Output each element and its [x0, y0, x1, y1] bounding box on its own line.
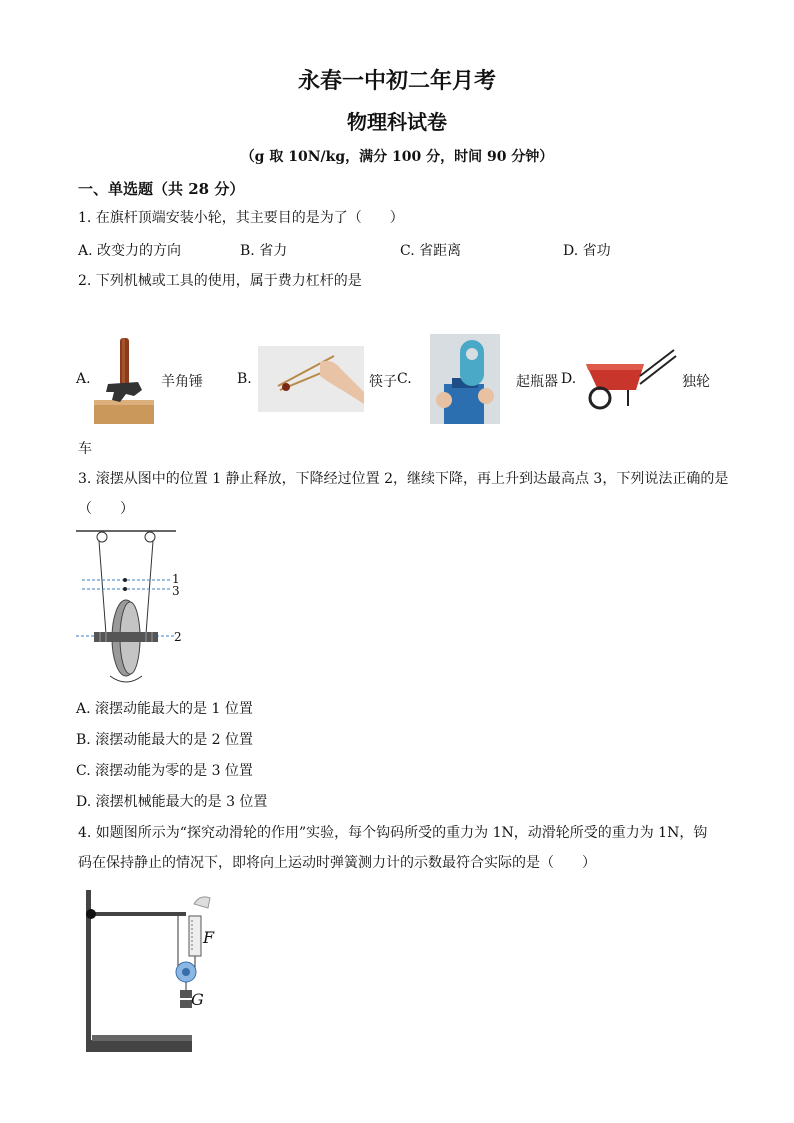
q1-option-b[interactable]: B. 省力 [240, 243, 288, 259]
q1-option-c[interactable]: C. 省距离 [400, 243, 462, 259]
q2-option-d-name: 独轮 [682, 374, 710, 390]
q2-option-d-name-wrap: 车 [78, 441, 92, 457]
exam-subtitle: 物理科试卷 [347, 110, 447, 134]
q3-label-3: 3 [172, 584, 180, 598]
q3-option-b[interactable]: B. 滚摆动能最大的是 2 位置 [76, 732, 253, 748]
question-3-stem-cont: （ ） [78, 501, 134, 517]
q2-option-c-name: 起瓶器 [516, 374, 558, 390]
q3-option-c[interactable]: C. 滚摆动能为零的是 3 位置 [76, 763, 253, 779]
q4-label-f: F [203, 928, 215, 947]
movable-pulley-diagram [78, 890, 228, 1058]
q2-option-b-name: 筷子 [369, 374, 397, 390]
question-1-stem: 1. 在旗杆顶端安装小轮，其主要目的是为了（ ） [78, 210, 404, 226]
q3-label-2: 2 [174, 630, 182, 644]
q1-option-a[interactable]: A. 改变力的方向 [78, 243, 182, 259]
q2-option-b-letter[interactable]: B. [237, 371, 252, 387]
maxwell-wheel-diagram [76, 526, 196, 688]
question-3-stem: 3. 滚摆从图中的位置 1 静止释放，下降经过位置 2，继续下降，再上升到达最高点 3，下列说法正确的是 [78, 471, 729, 487]
q2-option-a-name: 羊角锤 [161, 374, 203, 390]
chopsticks-image [258, 346, 364, 412]
q3-option-a[interactable]: A. 滚摆动能最大的是 1 位置 [76, 701, 253, 717]
q1-option-d[interactable]: D. 省功 [563, 243, 611, 259]
q3-label-1: 1 [172, 572, 180, 586]
section-title: 一、单选题（共 28 分） [78, 180, 245, 198]
q4-label-g: G [191, 990, 204, 1009]
exam-info: （g 取 10N/kg，满分 100 分，时间 90 分钟） [240, 149, 554, 165]
bottle-opener-image [430, 334, 500, 424]
question-4-stem-line1: 4. 如题图所示为“探究动滑轮的作用”实验，每个钩码所受的重力为 1N，动滑轮所受的重力为 1N，钩 [78, 825, 708, 841]
q2-option-a-letter[interactable]: A. [76, 371, 91, 387]
exam-title: 永春一中初二年月考 [297, 68, 496, 94]
q3-option-d[interactable]: D. 滚摆机械能最大的是 3 位置 [76, 794, 268, 810]
claw-hammer-image [94, 334, 156, 426]
q2-option-d-letter[interactable]: D. [561, 371, 577, 387]
wheelbarrow-image [580, 346, 680, 412]
question-2-stem: 2. 下列机械或工具的使用，属于费力杠杆的是 [78, 273, 362, 289]
q2-option-c-letter[interactable]: C. [397, 371, 412, 387]
question-4-stem-line2: 码在保持静止的情况下，即将向上运动时弹簧测力计的示数最符合实际的是（ ） [78, 855, 596, 871]
